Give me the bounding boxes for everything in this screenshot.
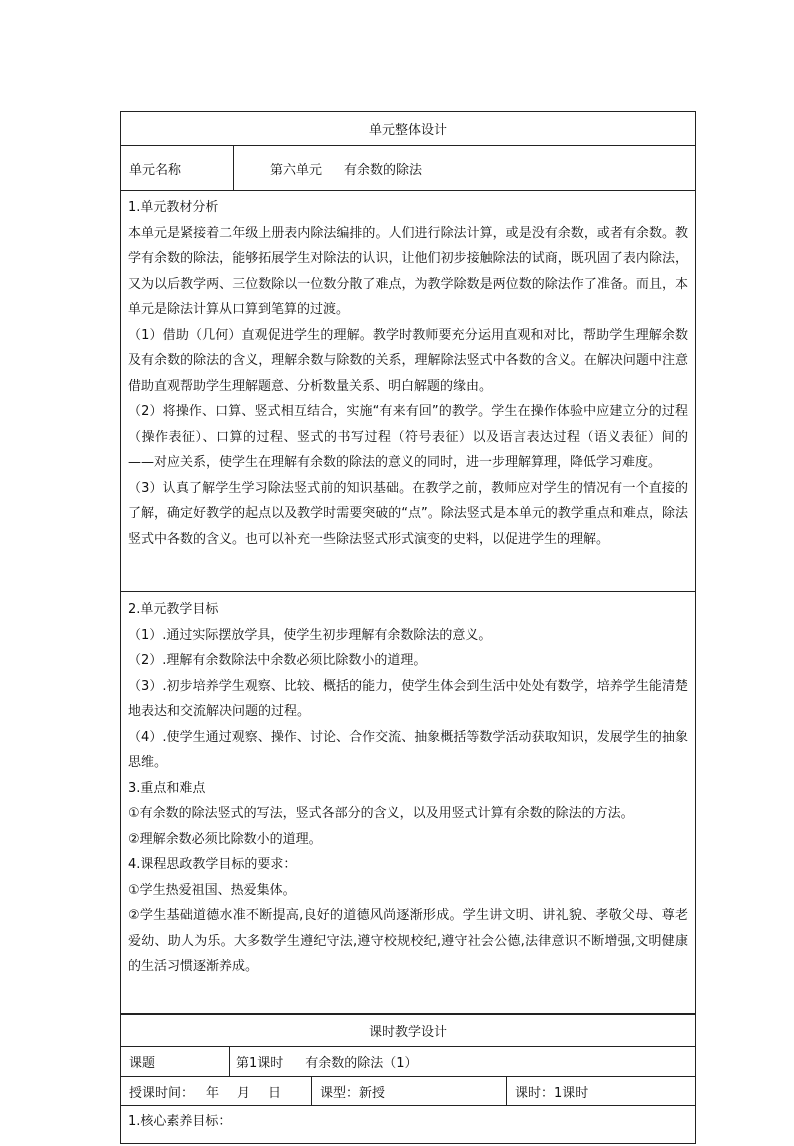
- time-year: 年: [206, 1085, 220, 1101]
- analysis-section: [121, 191, 695, 592]
- unit-design-table: [120, 111, 696, 1014]
- unit-name-row: [121, 146, 695, 191]
- lesson-number: 第1课时: [236, 1056, 284, 1071]
- lesson-info-row: [121, 1077, 695, 1106]
- time-label: 授课时间：: [129, 1085, 195, 1101]
- goal-item: （1）.通过实际摆放学具，使学生初步理解有余数除法的意义。: [128, 627, 492, 643]
- time-day: 日: [268, 1085, 282, 1101]
- unit-design-title: 单元整体设计: [368, 123, 447, 138]
- lesson-name: 有余数的除法（1）: [305, 1056, 418, 1071]
- time-cell: [121, 1077, 311, 1105]
- ideology-item: ②学生基础道德水准不断提高,良好的道德风尚逐渐形成。学生讲文明、讲礼貌、孝敬父母、尊老爱幼、助人为乐。大多数学生遵纪守法,遵守校规校纪,遵守社会公德,法律意识不断增强,文明健康的生活习惯逐渐养成。: [128, 908, 688, 974]
- core-heading: 1.核心素养目标：: [128, 1114, 232, 1129]
- hours-cell: [507, 1077, 695, 1105]
- ideology-heading: 4.课程思政教学目标的要求：: [128, 857, 297, 872]
- unit-number: 第六单元: [270, 162, 323, 178]
- goal-item: （3）.初步培养学生观察、比较、概括的能力，使学生体会到生活中处处有数学，培养学生能清楚地表达和交流解决问题的过程。: [128, 678, 688, 719]
- unit-name: 有余数的除法: [344, 162, 423, 178]
- key-points-heading: 3.重点和难点: [128, 780, 206, 796]
- unit-name-label-cell: [121, 146, 233, 190]
- goals-heading: 2.单元教学目标: [128, 602, 219, 617]
- lesson-topic-row: [121, 1047, 695, 1077]
- core-section: [121, 1106, 695, 1146]
- goal-item: （2）.理解有余数除法中余数必须比除数小的道理。: [128, 653, 427, 668]
- topic-value-cell: [230, 1047, 695, 1076]
- lesson-type: 课型：新授: [320, 1085, 386, 1101]
- analysis-heading: 1.单元教材分析: [128, 200, 219, 215]
- type-cell: [312, 1077, 506, 1105]
- lesson-design-table: [120, 1014, 696, 1144]
- time-month: 月: [237, 1085, 251, 1101]
- topic-label-cell: [121, 1047, 229, 1076]
- key-point-item: ①有余数的除法竖式的写法，竖式各部分的含义，以及用竖式计算有余数的除法的方法。: [128, 806, 634, 821]
- lesson-design-title: 课时教学设计: [368, 1025, 447, 1040]
- goal-item: （4）.使学生通过观察、操作、讨论、合作交流、抽象概括等数学活动获取知识，发展学生的抽象思维。: [128, 729, 688, 770]
- ideology-item: ①学生热爱祖国、热爱集体。: [128, 882, 296, 898]
- lesson-design-title-row: [121, 1015, 695, 1047]
- analysis-paragraph: （3）认真了解学生学习除法竖式前的知识基础。在教学之前，教师应对学生的情况有一个直接的了解，确定好教学的起点以及教学时需要突破的“点”。除法竖式是本单元的教学重点和难点，除法竖式中各数的含义。也可以补充一些除法竖式形式演变的史料，以促进学生的理解。: [128, 480, 688, 547]
- analysis-paragraph: （1）借助（几何）直观促进学生的理解。教学时教师要充分运用直观和对比，帮助学生理解余数及有余数的除法的含义，理解余数与除数的关系，理解除法竖式中各数的含义。在解决问题中注意借助直观帮助学生理解题意、分析数量关系、明白解题的缘由。: [128, 327, 688, 394]
- analysis-paragraph: （2）将操作、口算、竖式相互结合，实施“有来有回”的教学。学生在操作体验中应建立分的过程（操作表征）、口算的过程、竖式的书写过程（符号表征）以及语言表达过程（语义表征）间的——对应关系，使学生在理解有余数的除法的意义的同时，进一步理解算理，降低学习难度。: [128, 404, 688, 470]
- analysis-paragraph: 本单元是紧接着二年级上册表内除法编排的。人们进行除法计算，或是没有余数，或者有余数。教学有余数的除法，能够拓展学生对除法的认识，让他们初步接触除法的试商，既巩固了表内除法，又为以后教学两、三位数除以一位数分散了难点，为教学除数是两位数的除法作了准备。而且，本单元是除法计算从口算到笔算的过渡。: [128, 225, 688, 317]
- lesson-hours: 课时：1课时: [515, 1085, 589, 1101]
- topic-label: 课题: [129, 1056, 156, 1071]
- unit-name-value-cell: [234, 146, 695, 190]
- unit-design-title-row: [121, 112, 695, 146]
- goals-section: [121, 593, 695, 1013]
- unit-name-label: 单元名称: [129, 162, 182, 178]
- key-point-item: ②理解余数必须比除数小的道理。: [128, 831, 322, 847]
